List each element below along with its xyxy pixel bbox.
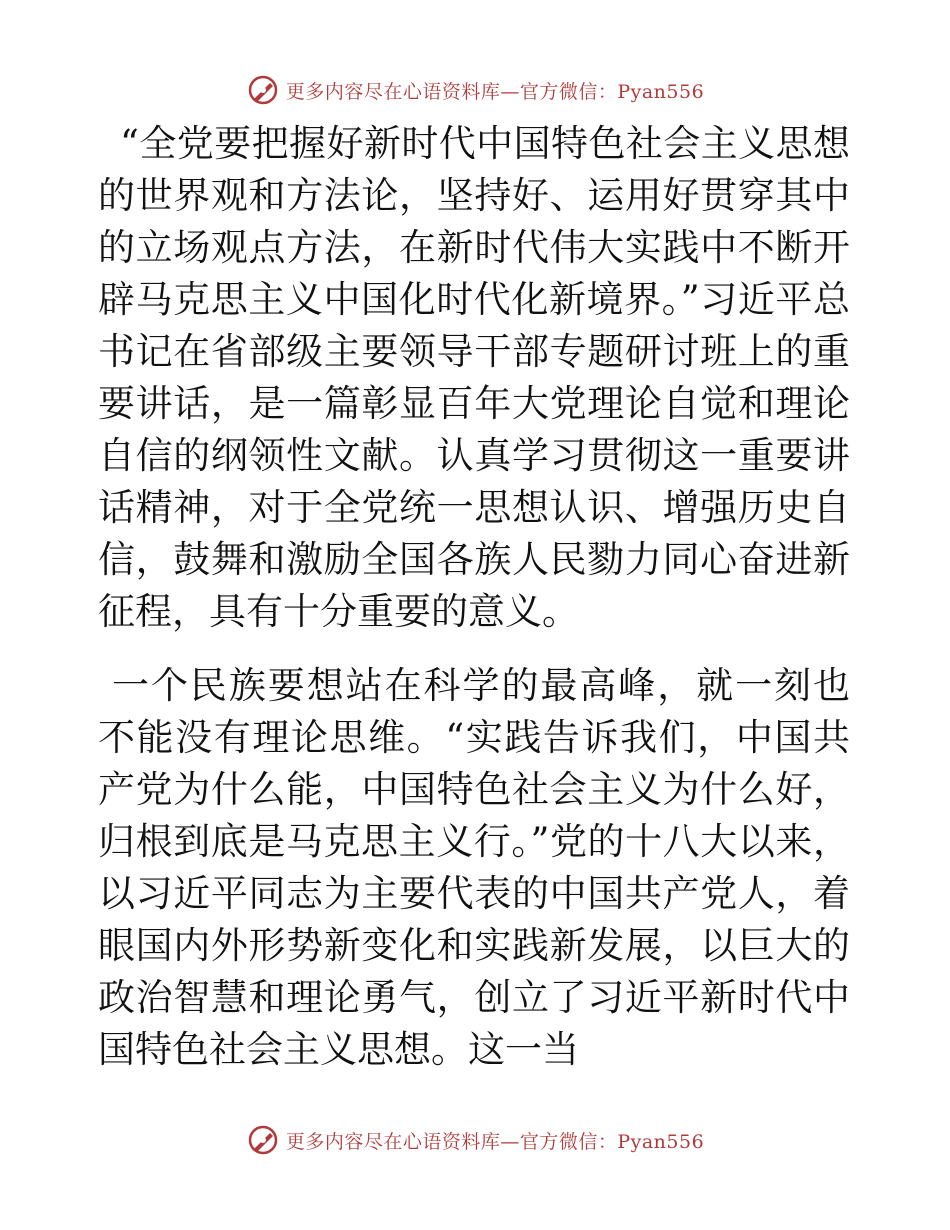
pen-circle-icon <box>246 1123 280 1157</box>
article-body <box>98 118 850 1076</box>
footer-banner-text: 更多内容尽在心语资料库—官方微信：Pyan556 <box>285 1130 705 1153</box>
header-banner <box>0 70 950 110</box>
pen-circle-icon <box>246 73 280 107</box>
footer-banner <box>0 1120 950 1160</box>
header-banner-text: 更多内容尽在心语资料库—官方微信：Pyan556 <box>285 80 705 103</box>
paragraph-2: 一个民族要想站在科学的最高峰，就一刻也不能没有理论思维。“实践告诉我们，中国共产党为什么能，中国特色社会主义为什么好，归根到底是马克思主义行。”党的十八大以来，以习近平同志为主要代表的中国共产党人，着眼国内外形势新变化和实践新发展，以巨大的政治智慧和理论勇气，创立了习近平新时代中国特色社会主义思想。这一当 <box>98 664 850 1071</box>
paragraph-1: “全党要把握好新时代中国特色社会主义思想的世界观和方法论，坚持好、运用好贯穿其中的立场观点方法，在新时代伟大实践中不断开辟马克思主义中国化时代化新境界。”习近平总书记在省部级主要领导干部专题研讨班上的重要讲话，是一篇彰显百年大党理论自觉和理论自信的纲领性文献。认真学习贯彻这一重要讲话精神，对于全党统一思想认识、增强历史自信，鼓舞和激励全国各族人民勠力同心奋进新征程，具有十分重要的意义。 <box>98 122 850 633</box>
